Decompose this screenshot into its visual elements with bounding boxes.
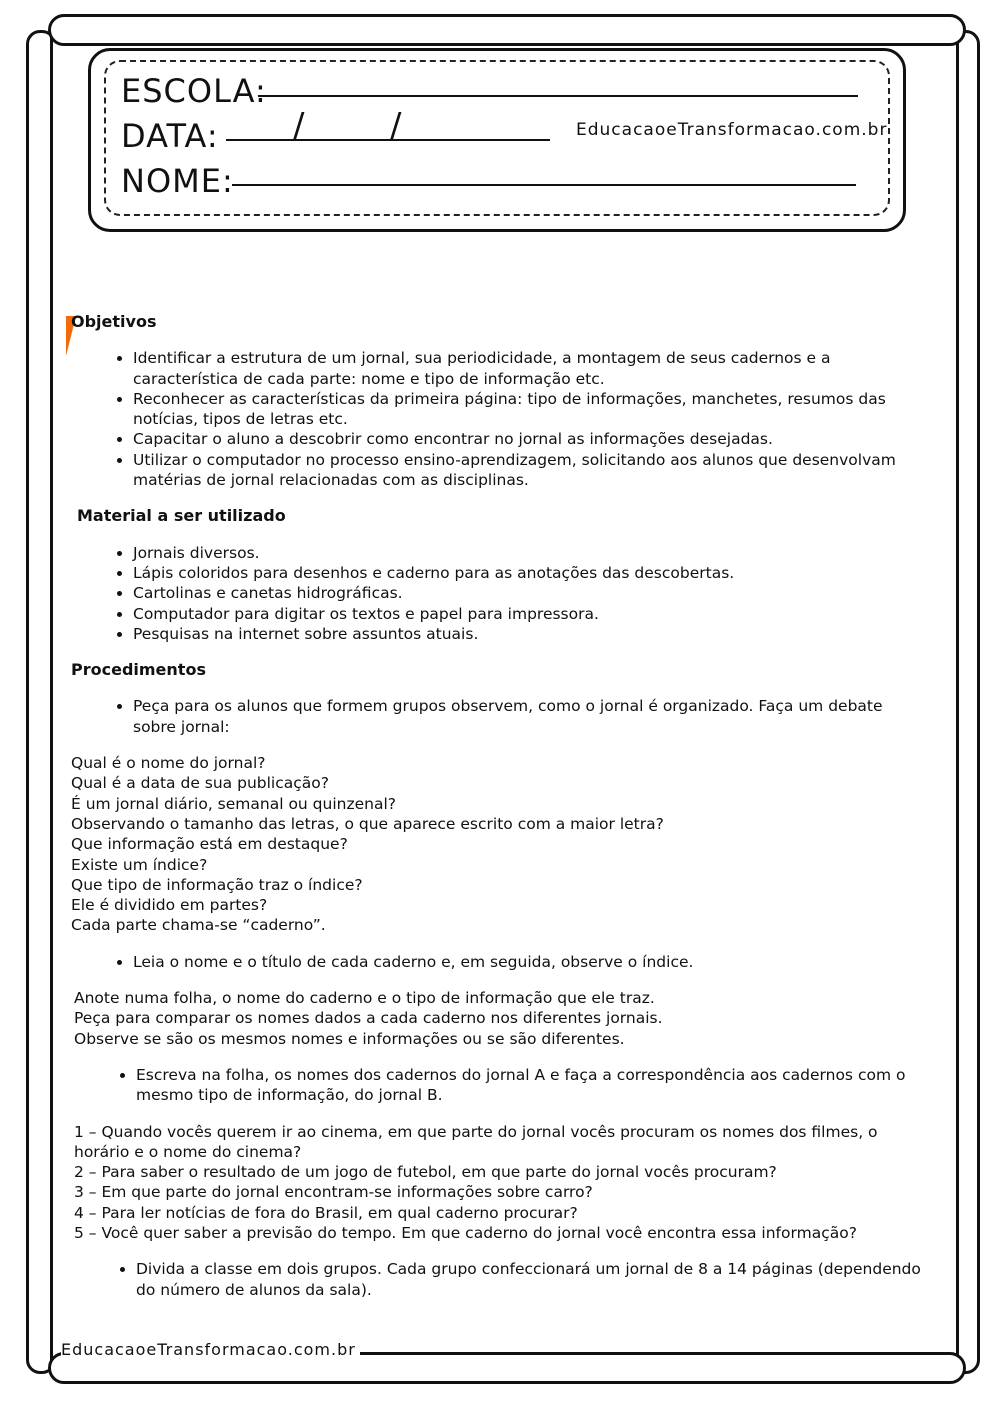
section-title-objectives: Objetivos [71, 312, 157, 331]
list-item: • Pesquisas na internet sobre assuntos atuais. [133, 624, 921, 644]
date-separator: / [293, 106, 305, 146]
list-item: • Lápis coloridos para desenhos e caderno para as anotações das descobertas. [133, 563, 921, 583]
note-line: Observe se são os mesmos nomes e informações ou se são diferentes. [74, 1029, 625, 1048]
debate-questions [71, 753, 921, 936]
question: Que tipo de informação traz o índice? [71, 875, 363, 894]
question: Qual é a data de sua publicação? [71, 774, 329, 793]
numbered-question: 2 – Para saber o resultado de um jogo de futebol, em que parte do jornal vocês procuram? [74, 1163, 777, 1182]
school-label: ESCOLA: [121, 72, 267, 110]
procedure-step: • Leia o nome e o título de cada caderno e, em seguida, observe o índice. [133, 952, 921, 972]
numbered-question: 3 – Em que parte do jornal encontram-se informações sobre carro? [74, 1183, 593, 1202]
procedure-step-list [71, 1065, 921, 1106]
question: Existe um índice? [71, 855, 208, 874]
numbered-question: 5 – Você quer saber a previsão do tempo. Em que caderno do jornal você encontra essa informação? [74, 1223, 857, 1242]
question: Observando o tamanho das letras, o que aparece escrito com a maior letra? [71, 814, 664, 833]
procedure-step-list [71, 952, 921, 972]
list-item: • Identificar a estrutura de um jornal, sua periodicidade, a montagem de seus cadernos e a característica de cada parte: nome e tipo de informação etc. [133, 348, 921, 389]
question: É um jornal diário, semanal ou quinzenal? [71, 794, 396, 813]
procedure-step: • Divida a classe em dois grupos. Cada grupo confeccionará um jornal de 8 a 14 páginas (dependendo do número de alunos da sala). [136, 1259, 921, 1300]
list-item: • Cartolinas e canetas hidrográficas. [133, 583, 921, 603]
list-item: • Capacitar o aluno a descobrir como encontrar no jornal as informações desejadas. [133, 429, 921, 449]
name-field-line[interactable] [232, 184, 856, 186]
section-title-materials: Material a ser utilizado [77, 506, 286, 526]
date-field-line[interactable] [226, 139, 550, 141]
numbered-questions [71, 1122, 921, 1244]
numbered-question: 1 – Quando vocês querem ir ao cinema, em que parte do jornal vocês procuram os nomes dos filmes, o horário e o nome do cinema? [74, 1122, 878, 1161]
document-body [71, 312, 921, 1316]
list-item: • Computador para digitar os textos e papel para impressora. [133, 604, 921, 624]
school-field-line[interactable] [258, 95, 858, 97]
date-separator: / [390, 106, 402, 146]
question: Cada parte chama-se “caderno”. [71, 916, 326, 935]
footer-site-url: EducacaoeTransformacao.com.br [61, 1340, 360, 1359]
list-item: • Jornais diversos. [133, 543, 921, 563]
notes-block [71, 988, 921, 1049]
note-line: Peça para comparar os nomes dados a cada caderno nos diferentes jornais. [74, 1009, 663, 1028]
note-line: Anote numa folha, o nome do caderno e o tipo de informação que ele traz. [74, 989, 655, 1008]
section-title-procedures: Procedimentos [71, 660, 206, 680]
question: Qual é o nome do jornal? [71, 754, 266, 773]
list-item: • Utilizar o computador no processo ensino-aprendizagem, solicitando aos alunos que desenvolvam matérias de jornal relacionadas com as disciplinas. [133, 450, 921, 491]
scroll-frame-top [48, 14, 966, 46]
procedure-step: • Escreva na folha, os nomes dos cadernos do jornal A e faça a correspondência aos cadernos com o mesmo tipo de informação, do jornal B. [136, 1065, 921, 1106]
materials-list [71, 543, 921, 644]
objectives-list [71, 348, 921, 490]
numbered-question: 4 – Para ler notícias de fora do Brasil, em qual caderno procurar? [74, 1203, 578, 1222]
name-label: NOME: [121, 162, 234, 200]
question: Que informação está em destaque? [71, 835, 348, 854]
question: Ele é dividido em partes? [71, 896, 268, 915]
procedure-step-list [71, 696, 921, 737]
list-item: • Reconhecer as características da primeira página: tipo de informações, manchetes, resumos das notícias, tipos de letras etc. [133, 389, 921, 430]
site-url: EducacaoeTransformacao.com.br [576, 120, 888, 140]
procedure-step-list [71, 1259, 921, 1300]
procedure-step: • Peça para os alunos que formem grupos observem, como o jornal é organizado. Faça um debate sobre jornal: [133, 696, 921, 737]
date-label: DATA: [121, 117, 219, 155]
